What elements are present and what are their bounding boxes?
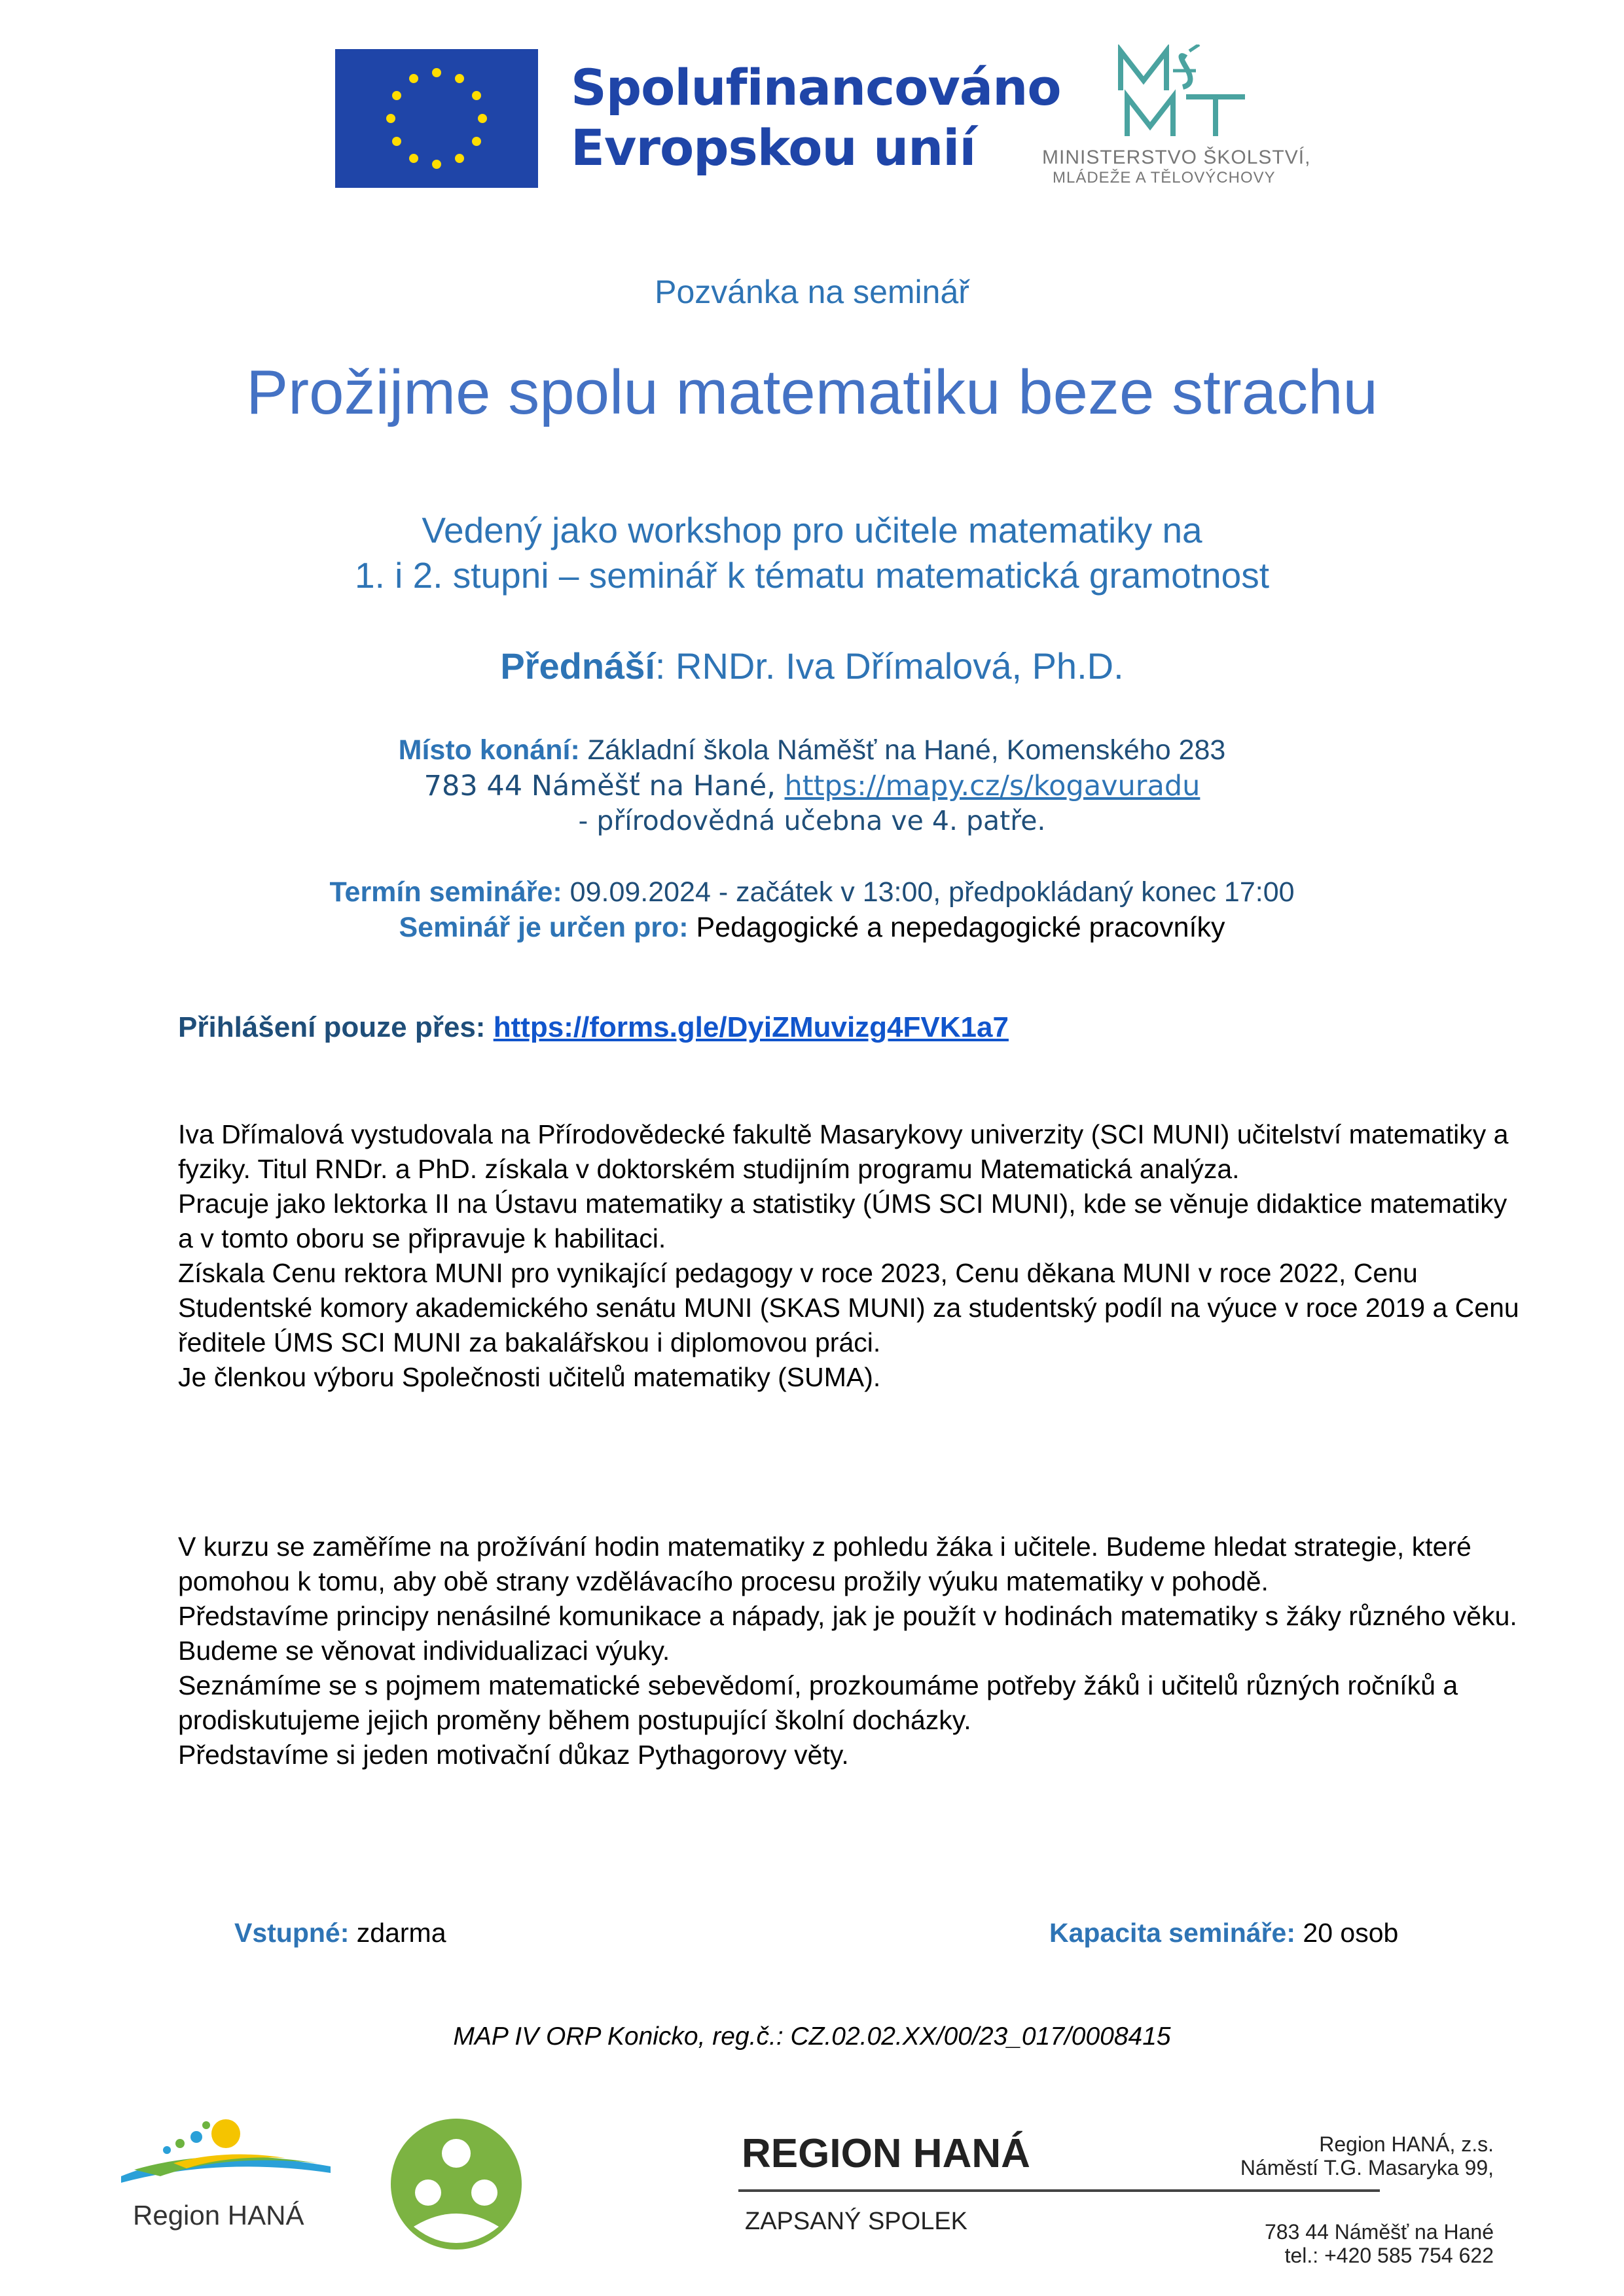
venue-line2	[0, 770, 1624, 802]
audience-line	[0, 912, 1624, 944]
address-line: Náměstí T.G. Masaryka 99,	[1240, 2156, 1494, 2179]
bio-paragraph: Iva Dřímalová vystudovala na Přírodovědecké fakultě Masarykovy univerzity (SCI MUNI) učitelství matematiky a fyziky. Titul RNDr. a PhD. získala v doktorském studijním programu Matematická analýza.	[178, 1119, 1509, 1184]
puzzle-people-icon	[388, 2115, 525, 2253]
registration-label: Přihlášení pouze přes:	[178, 1011, 486, 1043]
bio-paragraph: Získala Cenu rektora MUNI pro vynikající pedagogy v roce 2023, Cenu děkana MUNI v roce 2022, Cenu Studentské komory akademického senátu MUNI (SKAS MUNI) za studentský podíl na výuce v roce 2019 a Cenu ředitele ÚMS SCI MUNI za bakalářskou i diplomovou práci.	[178, 1258, 1519, 1357]
venue-line3: - přírodovědná učebna ve 4. patře.	[578, 805, 1046, 836]
region-hana-landscape-icon	[121, 2117, 331, 2189]
page-title: Prožijme spolu matematiku beze strachu	[246, 357, 1378, 427]
fee-label: Vstupné:	[234, 1918, 350, 1948]
fee-line	[234, 1918, 446, 1948]
audience-value: Pedagogické a nepedagogické pracovníky	[688, 912, 1225, 943]
lead-line1: Vedený jako workshop pro učitele matematiky na	[422, 510, 1202, 550]
eu-logo	[335, 48, 1061, 188]
msmt-logo	[1034, 45, 1342, 188]
term-line	[0, 876, 1624, 908]
term-value: 09.09.2024 - začátek v 13:00, předpokládaný konec 17:00	[562, 876, 1295, 908]
eu-flag-icon	[335, 49, 538, 188]
course-paragraph: Představíme principy nenásilné komunikace a nápady, jak je použít v hodinách matematiky s žáky různého věku. Budeme se věnovat individualizaci výuky.	[178, 1601, 1517, 1666]
course-section	[178, 1530, 1520, 1772]
lecturer-line	[0, 645, 1624, 687]
org-name: REGION HANÁ	[742, 2131, 1030, 2176]
bio-paragraph: Pracuje jako lektorka II na Ústavu matematiky a statistiky (ÚMS SCI MUNI), kde se věnuje didaktice matematiky a v tomto oboru se připravuje k habilitaci.	[178, 1189, 1507, 1253]
capacity-line	[1049, 1918, 1398, 1948]
lecturer-label: Přednáší	[500, 645, 655, 687]
audience-label: Seminář je určen pro:	[399, 912, 689, 943]
fee-value: zdarma	[349, 1918, 446, 1948]
term-label: Termín semináře:	[329, 876, 562, 908]
venue-line1	[0, 734, 1624, 766]
capacity-value: 20 osob	[1295, 1918, 1399, 1948]
lecturer-name: : RNDr. Iva Dřímalová, Ph.D.	[655, 645, 1124, 687]
address-line: 783 44 Náměšť na Hané	[1265, 2220, 1494, 2244]
region-hana-wordmark	[738, 2130, 1098, 2248]
eu-text-line1: Spolufinancováno	[571, 58, 1061, 117]
msmt-monogram-icon	[1114, 45, 1265, 143]
address-line: Region HANÁ, z.s.	[1319, 2132, 1494, 2156]
bio-paragraph: Je členkou výboru Společnosti učitelů matematiky (SUMA).	[178, 1362, 881, 1392]
venue-address: Základní škola Náměšť na Hané, Komenského 283	[579, 734, 1226, 766]
msmt-text-line2: MLÁDEŽE A TĚLOVÝCHOVY	[1053, 169, 1276, 187]
lead-line2: 1. i 2. stupni – seminář k tématu matematická gramotnost	[355, 555, 1269, 596]
msmt-text-line1: MINISTERSTVO ŠKOLSTVÍ,	[1042, 147, 1311, 168]
registration-link[interactable]: https://forms.gle/DyiZMuvizg4FVK1a7	[493, 1011, 1009, 1043]
address-line: tel.: +420 585 754 622	[1284, 2244, 1494, 2267]
registration-line	[178, 1011, 1009, 1044]
region-hana-logo-text: Region HANÁ	[133, 2200, 304, 2231]
org-address	[1178, 2132, 1494, 2267]
puzzle-logo	[388, 2115, 525, 2253]
eu-text-line2: Evropskou unií	[571, 118, 976, 177]
venue-label: Místo konání:	[398, 734, 580, 766]
invite-subtitle: Pozvánka na seminář	[655, 274, 969, 310]
project-reference: MAP IV ORP Konicko, reg.č.: CZ.02.02.XX/00/23_017/0008415	[453, 2022, 1171, 2051]
course-paragraph: V kurzu se zaměříme na prožívání hodin matematiky z pohledu žáka i učitele. Budeme hledat strategie, které pomohou k tomu, aby obě strany vzdělávacího procesu prožily výuku matematiky v pohodě.	[178, 1532, 1471, 1596]
course-paragraph: Seznámíme se s pojmem matematické sebevědomí, prozkoumáme potřeby žáků i učitelů různých ročníků a prodiskutujeme jejich proměny během postupující školní docházky.	[178, 1670, 1458, 1735]
course-paragraph: Představíme si jeden motivační důkaz Pythagorovy věty.	[178, 1740, 849, 1770]
venue-city: 783 44 Náměšť na Hané,	[424, 770, 776, 802]
bio-section	[178, 1117, 1520, 1395]
region-hana-logo	[121, 2117, 337, 2242]
capacity-label: Kapacita semináře:	[1049, 1918, 1296, 1948]
map-link[interactable]: https://mapy.cz/s/kogavuradu	[784, 770, 1200, 802]
org-type: ZAPSANÝ SPOLEK	[745, 2208, 968, 2235]
